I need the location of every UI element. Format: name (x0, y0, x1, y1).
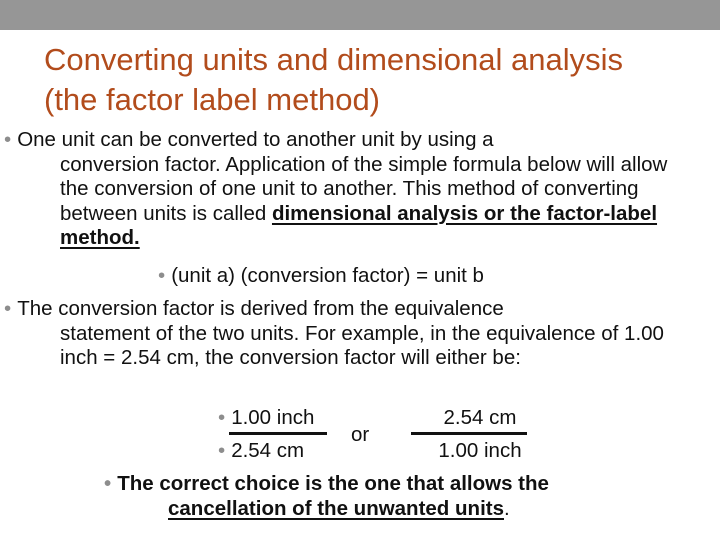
fraction-text: 2.54 cm (231, 439, 305, 462)
fraction-left-numerator (218, 406, 418, 431)
bullet-conversion-factor (4, 297, 684, 371)
bullet-dot-icon: • (218, 439, 226, 462)
bullet-dot-icon: • (218, 406, 226, 429)
bullet-continuation (104, 497, 664, 522)
bullet-line (104, 472, 549, 495)
bullet-correct-choice (104, 472, 664, 521)
bullet-continuation: statement of the two units. For example, in the equivalence of 1.00 inch = 2.54 cm, the conversion factor will either be: (60, 321, 664, 369)
bullet-text-plain: conversion factor. Application of the simple formula below will allow the conversion of one unit to another. This method of converting between units is called (60, 152, 668, 225)
formula-text: (unit a) (conversion factor) = unit b (171, 264, 484, 287)
fraction-left-denominator (218, 439, 418, 464)
period: . (504, 496, 510, 520)
bullet-formula (158, 264, 678, 289)
bullet-conversion-intro (4, 128, 684, 251)
or-label: or (351, 423, 370, 446)
top-band (0, 0, 720, 30)
bullet-text: One unit can be converted to another unit by using a (17, 128, 494, 151)
fraction-bar-right (411, 432, 527, 435)
bullet-dot-icon: • (4, 128, 12, 151)
bullet-dot-icon: • (104, 472, 112, 495)
bullet-continuation (4, 153, 684, 251)
bullet-dot-icon: • (158, 264, 166, 287)
fraction-right-numerator: 2.54 cm (443, 406, 517, 429)
fraction-right-denominator: 1.00 inch (438, 439, 522, 462)
slide-title: Converting units and dimensional analysis (the factor label method) (44, 42, 623, 117)
bullet-line (4, 128, 684, 153)
fraction-text: 1.00 inch (231, 406, 315, 429)
bullet-text: The correct choice is the one that allows the (117, 472, 549, 495)
bullet-text: The conversion factor is derived from the equivalence (17, 297, 504, 320)
fraction-bar-left (229, 432, 327, 435)
dimensional-analysis-emphasis: dimensional analysis or the factor-label method. (60, 201, 658, 249)
bullet-dot-icon: • (4, 297, 12, 320)
unwanted-units-emphasis: cancellation of the unwanted units (168, 496, 504, 520)
bullet-line (4, 297, 504, 320)
